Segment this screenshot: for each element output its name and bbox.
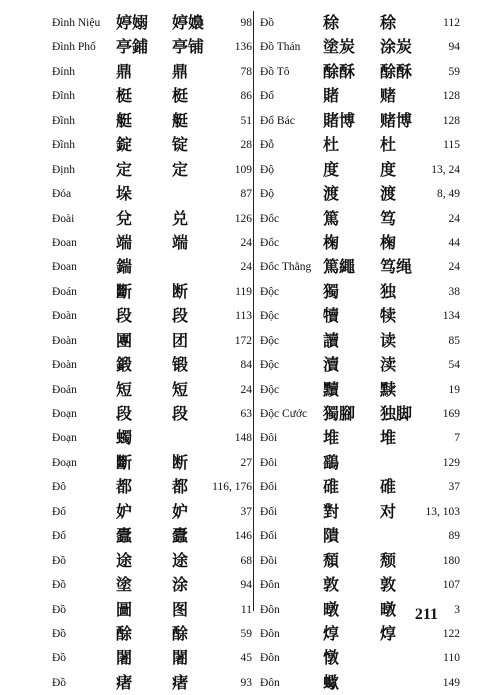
entry-page-ref: 19 — [448, 383, 460, 396]
entry-name: Đối — [260, 505, 278, 518]
entry-traditional-char: 蠍 — [323, 672, 340, 692]
entry-row — [260, 304, 460, 328]
entry-traditional-char: 焞 — [323, 623, 340, 643]
entry-simplified-char: 敦 — [380, 575, 397, 595]
entry-simplified-char: 酴 — [172, 623, 189, 643]
entry-traditional-char: 都 — [116, 477, 133, 497]
entry-traditional-char: 蠋 — [116, 428, 133, 448]
entry-name: Đoạn — [52, 408, 77, 420]
entry-traditional-char: 賭 — [323, 86, 340, 106]
entry-page-ref: 129 — [442, 456, 460, 469]
entry-simplified-char: 读 — [380, 330, 397, 350]
entry-row — [260, 60, 460, 84]
entry-traditional-char: 犢 — [323, 306, 340, 326]
entry-name: Đôn — [260, 676, 280, 689]
entry-traditional-char: 度 — [323, 159, 340, 179]
entry-traditional-char: 賭博 — [323, 110, 356, 130]
entry-row — [260, 35, 460, 59]
entry-name: Đô — [52, 481, 67, 494]
entry-name: Đôi — [260, 456, 278, 469]
entry-page-ref: 7 — [454, 432, 460, 445]
entry-traditional-char: 途 — [116, 550, 133, 570]
entry-row — [260, 207, 460, 231]
entry-simplified-char: 犊 — [380, 306, 397, 326]
entry-simplified-char: 渡 — [380, 184, 397, 204]
entry-row — [52, 255, 252, 279]
entry-page-ref: 38 — [448, 285, 460, 298]
entry-page-ref: 107 — [442, 579, 460, 592]
entry-row — [52, 426, 252, 450]
entry-traditional-char: 獨 — [323, 281, 340, 301]
entry-simplified-char: 段 — [172, 306, 189, 326]
entry-page-ref: 59 — [240, 627, 252, 640]
entry-name: Độc — [260, 285, 280, 298]
entry-row — [260, 402, 460, 426]
entry-page-ref: 28 — [240, 139, 252, 152]
entry-row — [52, 573, 252, 597]
entry-name: Đồ — [52, 579, 67, 592]
entry-name: Đố — [52, 530, 67, 543]
entry-simplified-char: 度 — [380, 159, 397, 179]
entry-row — [260, 622, 460, 646]
entry-name: Đốc Thằng — [260, 261, 312, 274]
entry-simplified-char: 艇 — [172, 110, 189, 130]
entry-traditional-char: 篤繩 — [323, 257, 356, 277]
entry-name: Độ — [260, 163, 275, 176]
entry-traditional-char: 段 — [116, 306, 133, 326]
entry-traditional-char: 對 — [323, 501, 340, 521]
entry-name: Đoài — [52, 212, 75, 225]
entry-page-ref: 134 — [442, 310, 460, 323]
entry-simplified-char: 锻 — [172, 355, 189, 375]
entry-row — [52, 353, 252, 377]
entry-simplified-char: 碓 — [380, 477, 397, 497]
entry-name: Đốc — [260, 212, 280, 225]
entry-page-ref: 146 — [234, 530, 252, 543]
entry-simplified-char: 独 — [380, 281, 397, 301]
entry-row — [260, 549, 460, 573]
entry-page-ref: 24 — [448, 212, 460, 225]
entry-name: Độc Cước — [260, 408, 308, 420]
entry-traditional-char: 婷嫋 — [116, 13, 149, 32]
entry-simplified-char: 图 — [172, 599, 189, 619]
entry-name: Đôn — [260, 603, 280, 616]
entry-traditional-char: 艇 — [116, 110, 133, 130]
entry-simplified-char: 瘏 — [172, 672, 189, 692]
entry-simplified-char: 婷嬝 — [172, 13, 205, 32]
entry-page-ref: 37 — [448, 481, 460, 494]
entry-row — [260, 158, 460, 182]
entry-name: Đồ — [52, 627, 67, 640]
entry-simplified-char: 段 — [172, 404, 189, 423]
entry-page-ref: 51 — [240, 114, 252, 127]
entry-name: Đĩnh — [52, 139, 75, 152]
entry-page-ref: 78 — [240, 65, 252, 78]
entry-page-ref: 136 — [234, 41, 252, 54]
entry-page-ref: 59 — [448, 65, 460, 78]
entry-traditional-char: 敦 — [323, 575, 340, 595]
entry-traditional-char: 讀 — [323, 330, 340, 350]
entry-traditional-char: 鼎 — [116, 61, 133, 81]
entry-row — [52, 329, 252, 353]
entry-page-ref: 98 — [240, 17, 252, 29]
entry-name: Đối — [260, 530, 278, 543]
entry-name: Đối — [260, 481, 278, 494]
entry-row — [260, 231, 460, 255]
entry-name: Đỗ — [260, 139, 275, 152]
entry-simplified-char: 涂炭 — [380, 37, 413, 57]
entry-page-ref: 93 — [240, 676, 252, 689]
entry-name: Đĩnh — [52, 114, 75, 127]
entry-row — [260, 475, 460, 499]
entry-traditional-char: 梃 — [116, 86, 133, 106]
entry-row — [52, 598, 252, 622]
entry-name: Độ — [260, 188, 275, 201]
entry-simplified-char: 断 — [172, 281, 189, 301]
entry-name: Đôn — [260, 627, 280, 640]
left-column — [52, 11, 252, 695]
entry-page-ref: 86 — [240, 90, 252, 103]
entry-page-ref: 13, 103 — [425, 505, 460, 518]
entry-page-ref: 85 — [448, 334, 460, 347]
column-divider — [253, 11, 254, 611]
entry-name: Đoan — [52, 236, 77, 249]
entry-traditional-char: 圖 — [116, 599, 133, 619]
entry-row — [260, 426, 460, 450]
entry-page-ref: 148 — [234, 432, 252, 445]
entry-page-ref: 126 — [234, 212, 252, 225]
entry-name: Đố — [52, 505, 67, 518]
entry-name: Đồ — [52, 603, 67, 616]
entry-simplified-char: 蠹 — [172, 526, 189, 546]
entry-simplified-char: 闍 — [172, 648, 189, 668]
entry-traditional-char: 團 — [116, 330, 133, 350]
entry-row — [52, 671, 252, 695]
entry-simplified-char: 黩 — [380, 379, 397, 399]
entry-name: Đoản — [52, 383, 77, 396]
entry-traditional-char: 蠹 — [116, 526, 133, 546]
right-column — [260, 11, 460, 695]
entry-row — [52, 207, 252, 231]
entry-traditional-char: 鷂 — [323, 452, 340, 472]
entry-traditional-char: 酴 — [116, 623, 133, 643]
entry-simplified-char: 定 — [172, 159, 189, 179]
entry-row — [52, 451, 252, 475]
entry-page-ref: 128 — [442, 114, 460, 127]
entry-name: Đồ Tô — [260, 65, 290, 78]
entry-row — [260, 182, 460, 206]
entry-page-ref: 172 — [234, 334, 252, 347]
entry-traditional-char: 兌 — [116, 208, 133, 228]
entry-traditional-char: 端 — [116, 232, 133, 252]
entry-name: Đồ — [260, 17, 275, 29]
entry-row — [260, 11, 460, 35]
entry-traditional-char: 篤 — [323, 208, 340, 228]
entry-page-ref: 94 — [448, 41, 460, 54]
entry-page-ref: 3 — [454, 603, 460, 616]
entry-name: Độc — [260, 383, 280, 396]
entry-simplified-char: 独脚 — [380, 404, 413, 423]
entry-row — [52, 109, 252, 133]
entry-traditional-char: 短 — [116, 379, 133, 399]
entry-name: Định — [52, 163, 75, 176]
entry-row — [52, 280, 252, 304]
entry-page-ref: 110 — [443, 652, 460, 665]
entry-traditional-char: 垛 — [116, 184, 133, 204]
entry-page-ref: 54 — [448, 359, 460, 372]
entry-page-ref: 94 — [240, 579, 252, 592]
entry-name: Đồ Thán — [260, 41, 301, 54]
entry-traditional-char: 鍴 — [116, 257, 133, 277]
entry-simplified-char: 鼎 — [172, 61, 189, 81]
entry-name: Đồi — [260, 554, 278, 567]
entry-row — [52, 646, 252, 670]
entry-page-ref: 128 — [442, 90, 460, 103]
entry-simplified-char: 端 — [172, 232, 189, 252]
entry-name: Đoàn — [52, 334, 77, 347]
entry-traditional-char: 椈 — [323, 232, 340, 252]
entry-page-ref: 87 — [240, 188, 252, 201]
entry-row — [52, 402, 252, 426]
entry-page-ref: 63 — [240, 408, 252, 420]
entry-simplified-char: 焞 — [380, 623, 397, 643]
entry-traditional-char: 瀆 — [323, 355, 340, 375]
entry-name: Đồ — [52, 676, 67, 689]
entry-name: Đôn — [260, 652, 280, 665]
entry-page-ref: 45 — [240, 652, 252, 665]
entry-name: Đoạn — [52, 456, 77, 469]
entry-traditional-char: 頹 — [323, 550, 340, 570]
entry-row — [52, 84, 252, 108]
entry-traditional-char: 獨腳 — [323, 404, 356, 423]
entry-traditional-char: 黷 — [323, 379, 340, 399]
entry-simplified-char: 对 — [380, 501, 397, 521]
entry-row — [52, 11, 252, 35]
entry-page-ref: 180 — [442, 554, 460, 567]
entry-page-ref: 112 — [443, 17, 460, 29]
entry-name: Đoán — [52, 285, 77, 298]
entry-row — [260, 378, 460, 402]
entry-name: Đồ — [52, 554, 67, 567]
entry-page-ref: 24 — [240, 383, 252, 396]
entry-simplified-char: 断 — [172, 452, 189, 472]
entry-traditional-char: 憞 — [323, 648, 340, 668]
entry-row — [260, 84, 460, 108]
entry-row — [260, 451, 460, 475]
entry-name: Đổ — [260, 90, 275, 103]
entry-name: Đoan — [52, 261, 77, 274]
entry-traditional-char: 稌 — [323, 13, 340, 32]
entry-simplified-char: 团 — [172, 330, 189, 350]
entry-row — [52, 500, 252, 524]
entry-row — [52, 378, 252, 402]
entry-row — [52, 622, 252, 646]
entry-simplified-char: 渎 — [380, 355, 397, 375]
entry-page-ref: 116, 176 — [212, 481, 252, 494]
entry-page-ref: 119 — [235, 285, 252, 298]
entry-row — [52, 158, 252, 182]
entry-page-ref: 169 — [442, 408, 460, 420]
entry-page-ref: 37 — [240, 505, 252, 518]
entry-row — [260, 109, 460, 133]
entry-traditional-char: 塗炭 — [323, 37, 356, 57]
entry-simplified-char: 颓 — [380, 550, 397, 570]
entry-row — [52, 549, 252, 573]
entry-simplified-char: 稌 — [380, 13, 397, 32]
entry-simplified-char: 酴酥 — [380, 61, 413, 81]
entry-row — [260, 646, 460, 670]
entry-traditional-char: 渡 — [323, 184, 340, 204]
entry-name: Đoàn — [52, 310, 77, 323]
entry-simplified-char: 亭铺 — [172, 37, 205, 57]
entry-traditional-char: 妒 — [116, 501, 133, 521]
entry-simplified-char: 杜 — [380, 135, 397, 155]
entry-simplified-char: 妒 — [172, 501, 189, 521]
entry-name: Đình Niệu — [52, 17, 101, 29]
entry-page-ref: 109 — [234, 163, 252, 176]
entry-name: Đồ — [52, 652, 67, 665]
entry-simplified-char: 都 — [172, 477, 189, 497]
entry-traditional-char: 斷 — [116, 452, 133, 472]
entry-simplified-char: 椈 — [380, 232, 397, 252]
entry-traditional-char: 暾 — [323, 599, 340, 619]
entry-traditional-char: 碓 — [323, 477, 340, 497]
entry-page-ref: 44 — [448, 236, 460, 249]
entry-name: Độc — [260, 359, 280, 372]
entry-name: Đĩnh — [52, 90, 75, 103]
entry-name: Đôi — [260, 432, 278, 445]
entry-page-ref: 11 — [240, 603, 252, 616]
entry-name: Đoạn — [52, 432, 77, 445]
entry-page-ref: 149 — [442, 676, 460, 689]
entry-simplified-char: 堆 — [380, 428, 397, 448]
entry-simplified-char: 笃绳 — [380, 257, 413, 277]
entry-page-ref: 24 — [448, 261, 460, 274]
entry-page-ref: 113 — [235, 310, 252, 323]
entry-row — [52, 524, 252, 548]
entry-name: Đổ Bác — [260, 114, 295, 127]
entry-simplified-char: 途 — [172, 550, 189, 570]
entry-simplified-char: 赌博 — [380, 110, 413, 130]
entry-page-ref: 122 — [442, 627, 460, 640]
entry-row — [260, 573, 460, 597]
entry-simplified-char: 梃 — [172, 86, 189, 106]
entry-name: Đình Phố — [52, 41, 96, 54]
entry-traditional-char: 塗 — [116, 575, 133, 595]
entry-traditional-char: 杜 — [323, 135, 340, 155]
entry-traditional-char: 堆 — [323, 428, 340, 448]
entry-row — [52, 475, 252, 499]
page-number: 211 — [414, 606, 438, 623]
entry-row — [52, 231, 252, 255]
entry-traditional-char: 隤 — [323, 526, 340, 546]
entry-page-ref: 24 — [240, 261, 252, 274]
entry-traditional-char: 酴酥 — [323, 61, 356, 81]
entry-simplified-char: 短 — [172, 379, 189, 399]
entry-traditional-char: 定 — [116, 159, 133, 179]
entry-row — [260, 280, 460, 304]
entry-simplified-char: 锭 — [172, 135, 189, 155]
entry-page-ref: 8, 49 — [437, 188, 460, 201]
entry-name: Đốc — [260, 236, 280, 249]
entry-row — [260, 329, 460, 353]
entry-name: Độc — [260, 310, 280, 323]
entry-page-ref: 24 — [240, 236, 252, 249]
entry-row — [260, 524, 460, 548]
entry-row — [52, 182, 252, 206]
entry-row — [260, 671, 460, 695]
entry-row — [52, 133, 252, 157]
entry-simplified-char: 兑 — [172, 208, 189, 228]
entry-traditional-char: 斷 — [116, 281, 133, 301]
entry-traditional-char: 闍 — [116, 648, 133, 668]
entry-row — [260, 500, 460, 524]
entry-name: Đoàn — [52, 359, 77, 372]
entry-page-ref: 84 — [240, 359, 252, 372]
entry-row — [52, 304, 252, 328]
entry-name: Đỉnh — [52, 65, 75, 78]
entry-traditional-char: 鍛 — [116, 355, 133, 375]
entry-name: Đôn — [260, 579, 280, 592]
entry-page-ref: 13, 24 — [431, 163, 460, 176]
entry-simplified-char: 笃 — [380, 208, 397, 228]
entry-page-ref: 68 — [240, 554, 252, 567]
entry-simplified-char: 涂 — [172, 575, 189, 595]
entry-page-ref: 27 — [240, 456, 252, 469]
entry-name: Đóa — [52, 188, 72, 201]
entry-traditional-char: 亭鋪 — [116, 37, 149, 57]
entry-name: Độc — [260, 334, 280, 347]
entry-row — [260, 353, 460, 377]
entry-traditional-char: 段 — [116, 404, 133, 423]
entry-page-ref: 89 — [448, 530, 460, 543]
entry-row — [52, 35, 252, 59]
entry-traditional-char: 錠 — [116, 135, 133, 155]
entry-simplified-char: 赌 — [380, 86, 397, 106]
entry-row — [260, 133, 460, 157]
entry-page-ref: 115 — [443, 139, 460, 152]
entry-row — [52, 60, 252, 84]
entry-traditional-char: 瘏 — [116, 672, 133, 692]
entry-row — [260, 255, 460, 279]
entry-simplified-char: 暾 — [380, 599, 397, 619]
